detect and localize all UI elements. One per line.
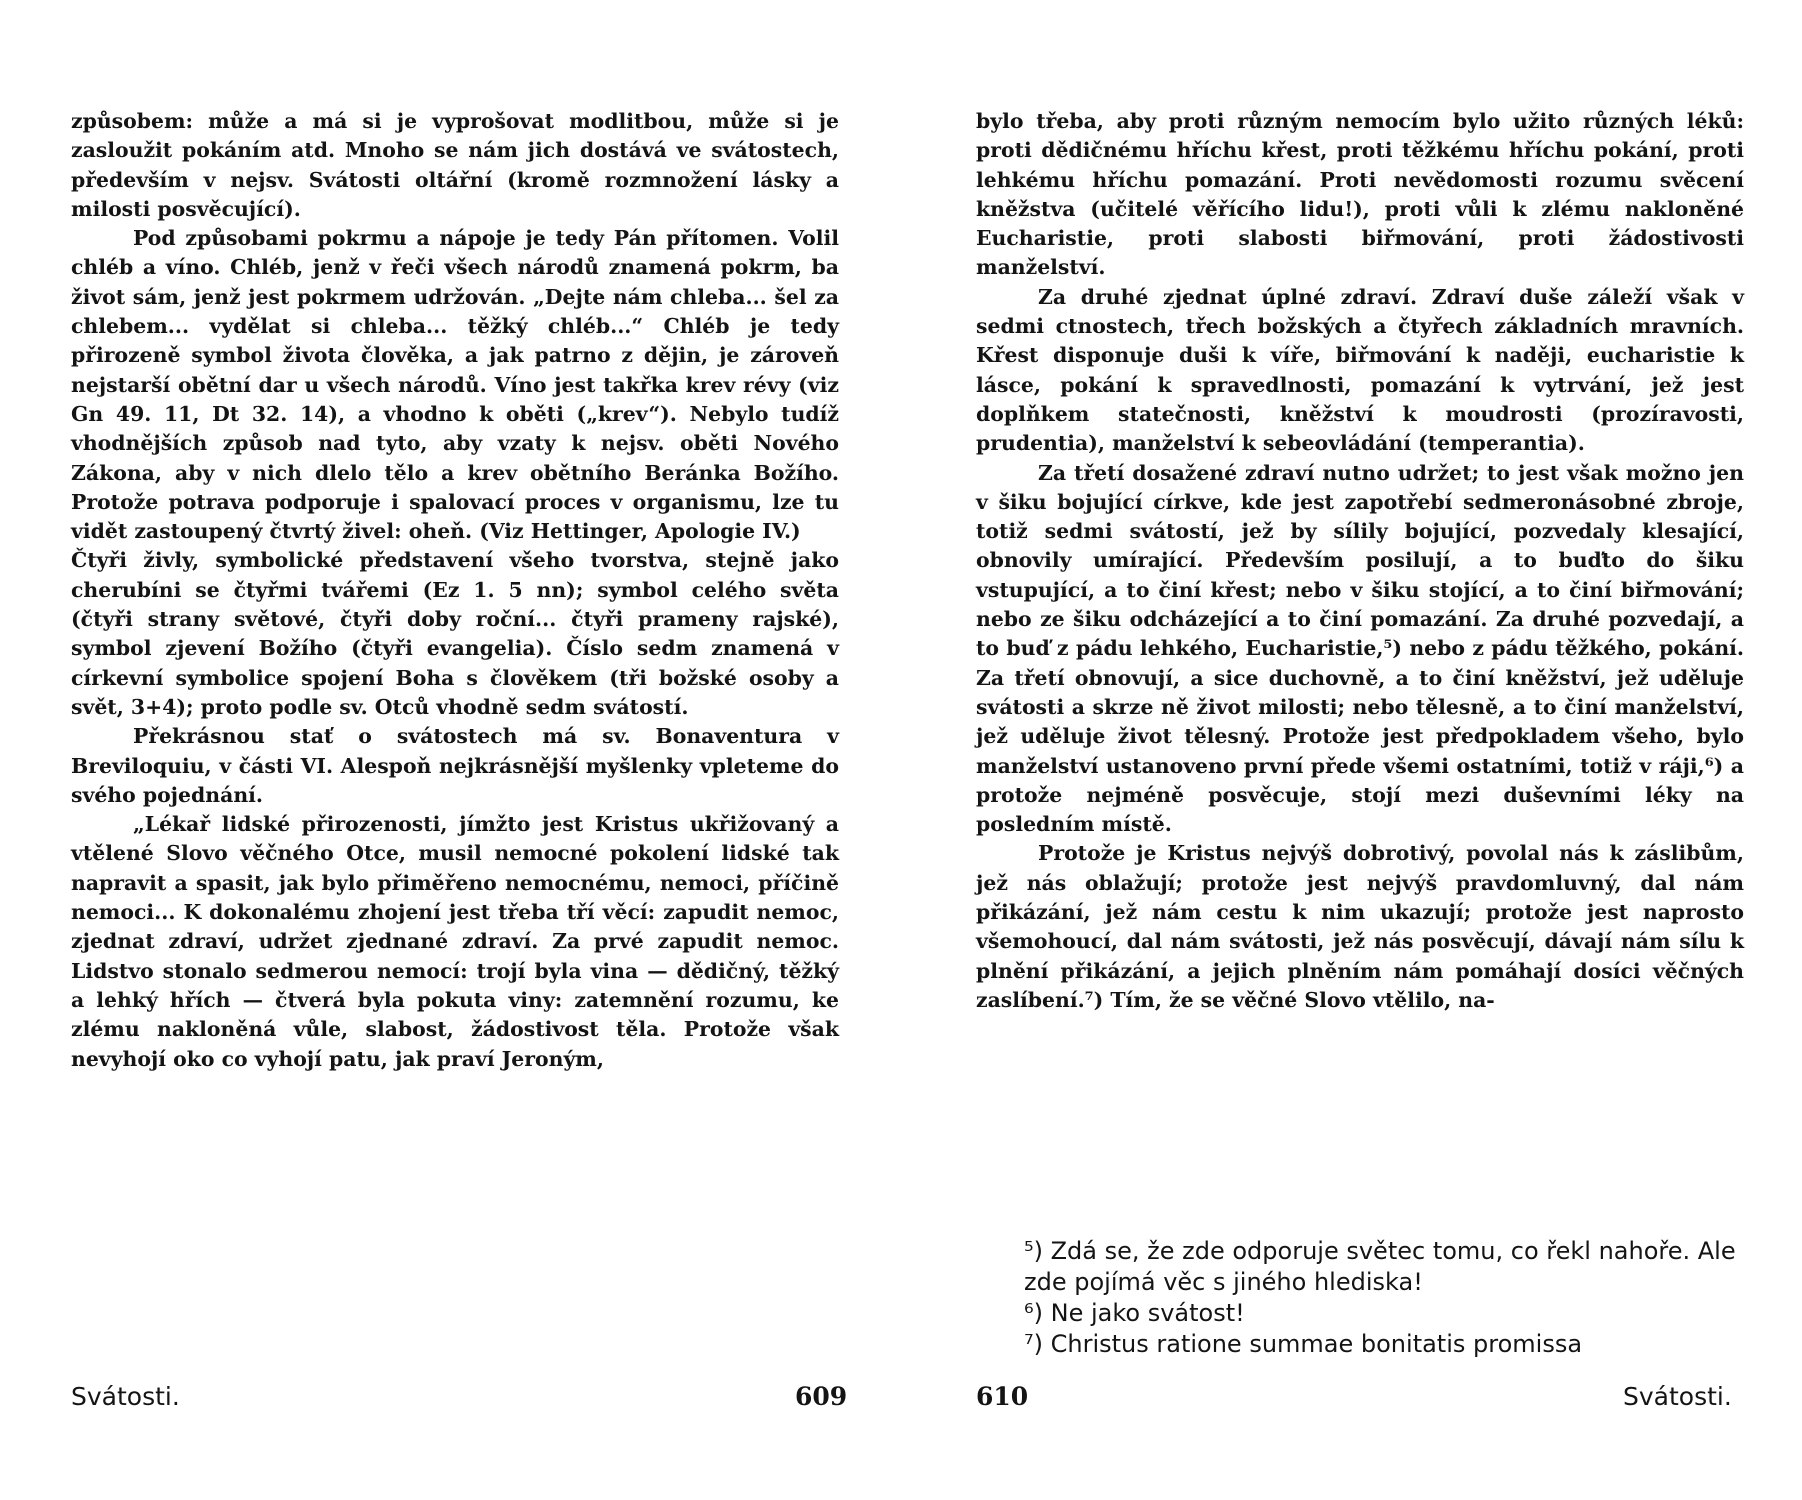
page-number: 609 <box>795 1382 848 1411</box>
paragraph: Čtyři živly, symbolické představení všeho tvorstva, stejně jako cherubíni se čtyřmi tvářemi (Ez 1. 5 nn); symbol celého světa (čtyři strany světové, čtyři doby roční... čtyři prameny rajské), symbol zjevení Božího (čtyři evangelia). Číslo sedm znamená v církevní symbolice spojení Boha s člověkem (tři božské osoby a svět, 3+4); proto podle sv. Otců vhodně sedm svátostí. <box>71 548 839 719</box>
right-page <box>901 0 1802 1500</box>
running-footer-title: Svátosti. <box>71 1382 180 1411</box>
paragraph: Pod způsobami pokrmu a nápoje je tedy Pán přítomen. Volil chléb a víno. Chléb, jenž v řeči všech národů znamená pokrm, ba život sám, jenž jest pokrmem udržován. „Dejte nám chleba... šel za chlebem... vydělat si chleba... těžký chléb...“ Chléb je tedy přirozeně symbol života člověka, a jak patrno z dějin, je zároveň nejstarší obětní dar u všech národů. Víno jest takřka krev révy (viz Gn 49. 11, Dt 32. 14), a vhodno k oběti („krev“). Nebylo tudíž vhodnějších způsob nad tyto, aby vzaty k nejsv. oběti Nového Zákona, aby v nich dlelo tělo a krev obětního Beránka Božího. Protože potrava podporuje i spalovací proces v organismu, lze tu vidět zastoupený čtvrtý živel: oheň. (Viz Hettinger, Apologie IV.) <box>71 226 839 544</box>
footnote: ⁵) Zdá se, že zde odporuje světec tomu, co řekl nahoře. Ale zde pojímá věc s jiného hlediska! <box>1024 1237 1736 1296</box>
running-footer-title: Svátosti. <box>1623 1382 1732 1411</box>
paragraph: „Lékař lidské přirozenosti, jímžto jest Kristus ukřižovaný a vtělené Slovo věčného Otce, musil nemocné pokolení lidské tak napravit a spasit, jak bylo přiměřeno nemocnému, nemoci, příčině nemoci... K dokonalému zhojení jest třeba tří věcí: zapudit nemoc, zjednat zdraví, udržet zjednané zdraví. Za prvé zapudit nemoc. Lidstvo stonalo sedmerou nemocí: trojí byla vina — dědičný, těžký a lehký hřích — čtverá byla pokuta viny: zatemnění rozumu, ke zlému nakloněná vůle, slabost, žádostivost těla. Protože však nevyhojí oko co vyhojí patu, jak praví Jeroným, <box>71 812 839 1071</box>
paragraph: bylo třeba, aby proti různým nemocím bylo užito různých léků: proti dědičnému hříchu křest, proti těžkému hříchu pokání, proti lehkému hříchu pomazání. Proti nevědomosti rozumu svěcení kněžstva (učitelé věřícího lidu!), proti vůli k zlému nakloněné Eucharistie, proti slabosti biřmování, proti žádostivosti manželství. <box>976 109 1744 280</box>
right-page-body <box>976 107 1744 1015</box>
paragraph: Překrásnou stať o svátostech má sv. Bonaventura v Breviloquiu, v části VI. Alespoň nejkrásnější myšlenky vpleteme do svého pojednání. <box>71 724 839 807</box>
page-number: 610 <box>976 1382 1029 1411</box>
left-page-body <box>71 107 839 1074</box>
paragraph: Za třetí dosažené zdraví nutno udržet; to jest však možno jen v šiku bojující církve, kde jest zapotřebí sedmeronásobné zbroje, totiž sedmi svátostí, jež by sílily bojující, pozvedaly klesající, obnovily umírající. Především posilují, a to buďto do šiku vstupující, a to činí křest; nebo v šiku stojící, a to činí biřmování; nebo ze šiku odcházející a to činí pomazání. Za druhé pozvedají, a to buď z pádu lehkého, Eucharistie,⁵) nebo z pádu těžkého, pokání. Za třetí obnovují, a sice duchovně, a to činí kněžství, jež uděluje svátosti a skrze ně život milosti; nebo tělesně, a to činí manželství, jež uděluje život tělesný. Protože jest předpokladem všeho, bylo manželství ustanoveno první přede všemi ostatními, totiž v ráji,⁶) a protože nejméně posvěcuje, stojí mezi duševními léky na posledním místě. <box>976 460 1744 837</box>
footnote: ⁷) Christus ratione summae bonitatis promissa <box>1024 1330 1583 1358</box>
paragraph: Protože je Kristus nejvýš dobrotivý, povolal nás k záslibům, jež nás oblažují; protože jest nejvýš pravdomluvný, dal nám přikázání, jež nám cestu k nim ukazují; protože jest naprosto všemohoucí, dal nám svátosti, jež nás posvěcují, dávají nám sílu k plnění přikázání, a jejich plněním nám pomáhají dosíci věčných zaslíbení.⁷) Tím, že se věčné Slovo vtělilo, na- <box>976 841 1744 1012</box>
paragraph: Za druhé zjednat úplné zdraví. Zdraví duše záleží však v sedmi ctnostech, třech božských a čtyřech základních mravních. Křest disponuje duši k víře, biřmování k naději, eucharistie k lásce, pokání k spravedlnosti, pomazání k vytrvání, jež jest doplňkem statečnosti, kněžství k moudrosti (prozíravosti, prudentia), manželství k sebeovládání (temperantia). <box>976 284 1744 456</box>
paragraph: způsobem: může a má si je vyprošovat modlitbou, může si je zasloužit pokáním atd. Mnoho se nám jich dostává ve svátostech, především v nejsv. Svátosti oltářní (kromě rozmnožení lásky a milosti posvěcující). <box>71 109 839 221</box>
footnote: ⁶) Ne jako svátost! <box>1024 1299 1245 1327</box>
footnotes <box>976 1236 1744 1360</box>
